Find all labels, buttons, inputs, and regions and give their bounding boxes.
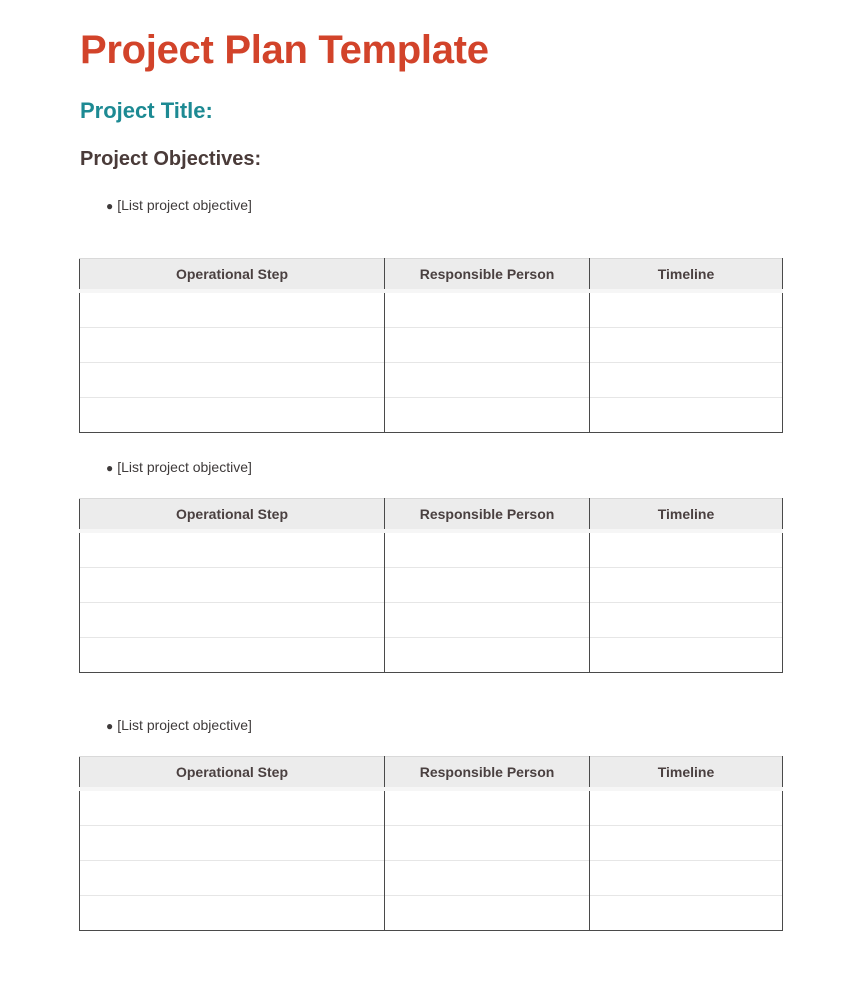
column-header-timeline: Timeline: [590, 259, 783, 292]
column-header-responsible-person: Responsible Person: [385, 757, 590, 790]
table-cell[interactable]: [590, 638, 783, 673]
table-cell[interactable]: [80, 291, 385, 328]
table-cell[interactable]: [385, 638, 590, 673]
table-cell[interactable]: [590, 861, 783, 896]
table-header-row: [80, 499, 783, 532]
bullet-icon: ●: [106, 199, 114, 213]
table-cell[interactable]: [385, 398, 590, 433]
objective-item-2: [106, 459, 252, 475]
table-cell[interactable]: [385, 531, 590, 568]
table-cell[interactable]: [590, 568, 783, 603]
plan-table-2: [79, 498, 783, 673]
project-title-label: Project Title:: [80, 98, 213, 123]
table-cell[interactable]: [80, 896, 385, 931]
table-row: [80, 603, 783, 638]
objective-text: [List project objective]: [117, 717, 252, 733]
table-cell[interactable]: [590, 328, 783, 363]
column-header-timeline: Timeline: [590, 499, 783, 532]
table-cell[interactable]: [385, 291, 590, 328]
table-row: [80, 789, 783, 826]
bullet-icon: ●: [106, 719, 114, 733]
table-cell[interactable]: [80, 826, 385, 861]
table-row: [80, 291, 783, 328]
bullet-icon: ●: [106, 461, 114, 475]
table-cell[interactable]: [80, 328, 385, 363]
column-header-responsible-person: Responsible Person: [385, 499, 590, 532]
table-row: [80, 363, 783, 398]
table-header-row: [80, 259, 783, 292]
objective-item-1: [106, 197, 252, 213]
table-cell[interactable]: [590, 896, 783, 931]
column-header-operational-step: Operational Step: [80, 499, 385, 532]
table-cell[interactable]: [80, 363, 385, 398]
objective-item-3: [106, 717, 252, 733]
table-cell[interactable]: [80, 861, 385, 896]
table-cell[interactable]: [80, 603, 385, 638]
table-row: [80, 896, 783, 931]
table-cell[interactable]: [385, 896, 590, 931]
page-title: Project Plan Template: [80, 28, 489, 72]
table-cell[interactable]: [385, 363, 590, 398]
table-cell[interactable]: [590, 291, 783, 328]
objective-text: [List project objective]: [117, 197, 252, 213]
table-cell[interactable]: [385, 568, 590, 603]
table-cell[interactable]: [80, 568, 385, 603]
table-cell[interactable]: [385, 603, 590, 638]
table-cell[interactable]: [590, 789, 783, 826]
table-row: [80, 531, 783, 568]
table-row: [80, 568, 783, 603]
objectives-heading: Project Objectives:: [80, 148, 262, 170]
table-cell[interactable]: [385, 826, 590, 861]
table-row: [80, 398, 783, 433]
column-header-responsible-person: Responsible Person: [385, 259, 590, 292]
table-cell[interactable]: [80, 638, 385, 673]
plan-table-3: [79, 756, 783, 931]
table-cell[interactable]: [385, 789, 590, 826]
table-cell[interactable]: [590, 363, 783, 398]
column-header-timeline: Timeline: [590, 757, 783, 790]
column-header-operational-step: Operational Step: [80, 757, 385, 790]
column-header-operational-step: Operational Step: [80, 259, 385, 292]
table-cell[interactable]: [590, 826, 783, 861]
table-row: [80, 328, 783, 363]
table-cell[interactable]: [590, 531, 783, 568]
table-cell[interactable]: [80, 398, 385, 433]
table-row: [80, 861, 783, 896]
table-cell[interactable]: [80, 531, 385, 568]
table-row: [80, 826, 783, 861]
table-cell[interactable]: [590, 603, 783, 638]
table-cell[interactable]: [80, 789, 385, 826]
table-cell[interactable]: [385, 861, 590, 896]
table-cell[interactable]: [590, 398, 783, 433]
table-header-row: [80, 757, 783, 790]
table-cell[interactable]: [385, 328, 590, 363]
plan-table-1: [79, 258, 783, 433]
objective-text: [List project objective]: [117, 459, 252, 475]
table-row: [80, 638, 783, 673]
